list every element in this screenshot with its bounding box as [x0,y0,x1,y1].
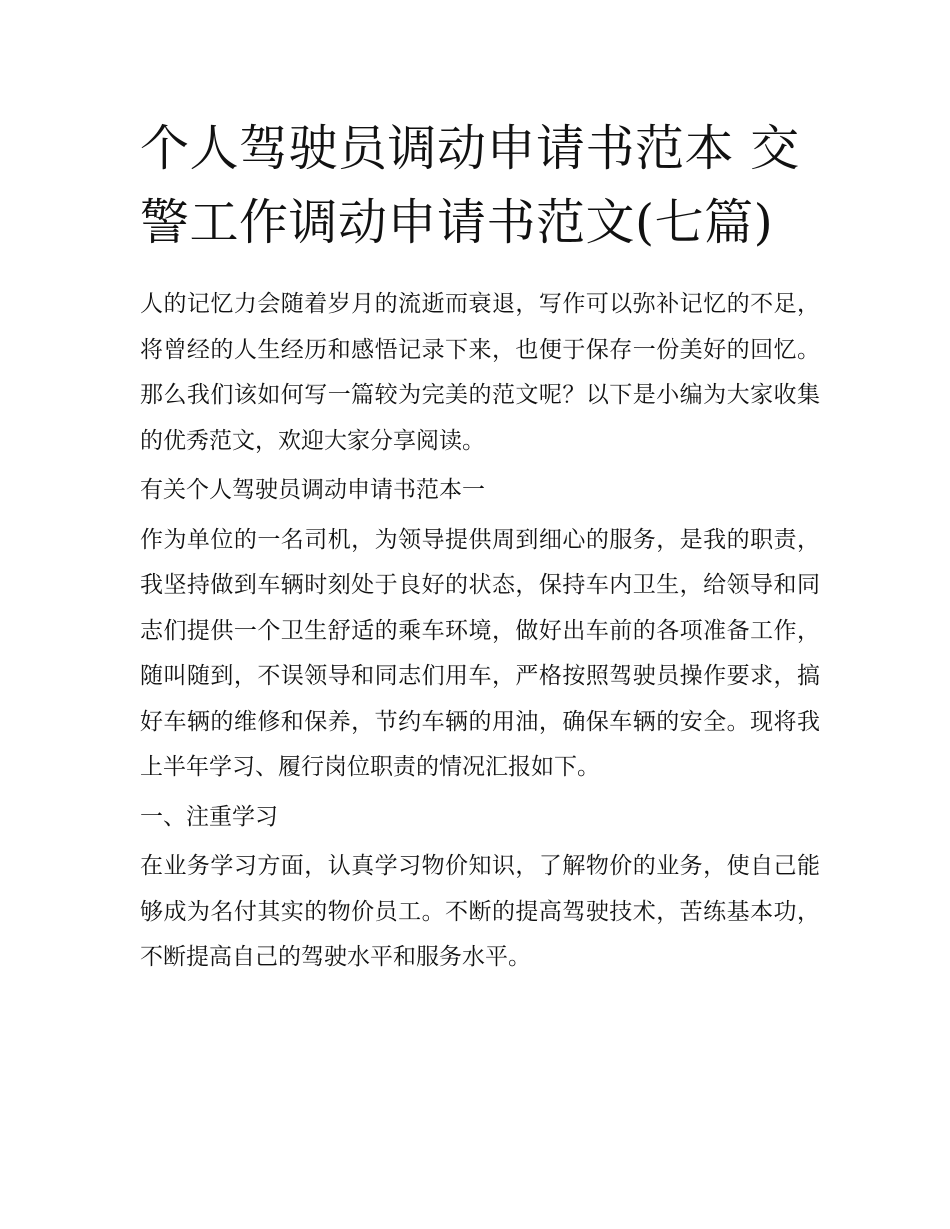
document-title: 个人驾驶员调动申请书范本 交警工作调动申请书范文(七篇) [140,120,800,251]
section-heading: 有关个人驾驶员调动申请书范本一 [140,477,485,503]
subsection-paragraph: 在业务学习方面，认真学习物价知识，了解物价的业务，使自己能够成为名付其实的物价员工。不断的提高驾驶技术，苦练基本功，不断提高自己的驾驶水平和服务水平。 [140,853,820,970]
intro-paragraph: 人的记忆力会随着岁月的流逝而衰退，写作可以弥补记忆的不足，将曾经的人生经历和感悟记录下来，也便于保存一份美好的回忆。那么我们该如何写一篇较为完美的范文呢？以下是小编为大家收集的优秀范文，欢迎大家分享阅读。 [140,291,820,454]
section-paragraph: 作为单位的一名司机，为领导提供周到细心的服务，是我的职责，我坚持做到车辆时刻处于良好的状态，保持车内卫生，给领导和同志们提供一个卫生舒适的乘车环境，做好出车前的各项准备工作，随叫随到，不误领导和同志们用车，严格按照驾驶员操作要求，搞好车辆的维修和保养，节约车辆的用油，确保车辆的安全。现将我上半年学习、履行岗位职责的情况汇报如下。 [140,526,820,780]
subsection-heading: 一、注重学习 [140,803,278,830]
title-spacer [140,260,820,282]
document-content [140,112,820,981]
